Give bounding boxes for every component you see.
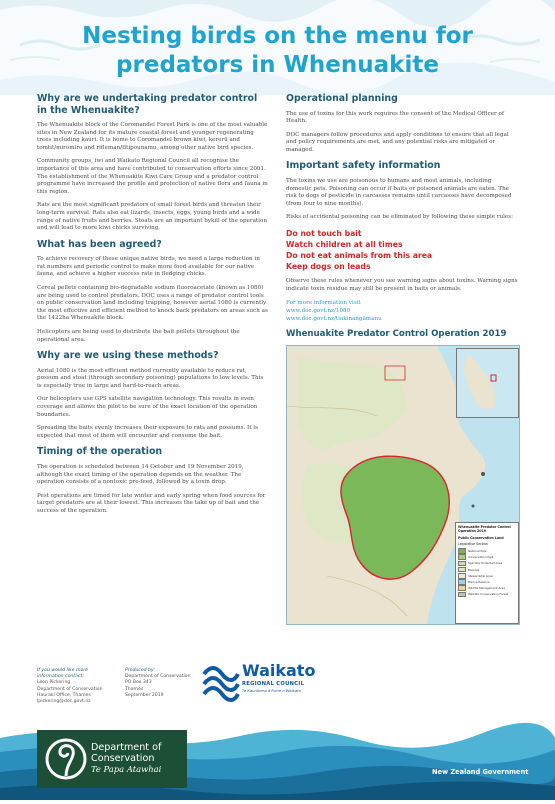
- left-column: [37, 93, 269, 521]
- legend-item: Waikato Conservation Forest: [456, 591, 518, 597]
- doc-line-2: Conservation: [91, 753, 155, 764]
- paragraph: Cereal pellets containing bio-degradable sodium fluoroacetate (known as 1080) are being used to control predators. DOC uses a range of predator control tools on public conservation land including trapping, however aerial 1080 is currently the most effective and efficient method to knock back predators on areas such as the 1422ha Whenuakite block.: [37, 285, 268, 322]
- contact-intro: information contact:: [37, 674, 84, 680]
- waikato-sub: REGIONAL COUNCIL: [242, 681, 305, 687]
- legend-swatch: [458, 592, 466, 598]
- link-tiakinanga-manu[interactable]: www.doc.govt.nz/tiakinangāmanu: [286, 316, 382, 323]
- safety-rules: [286, 228, 518, 272]
- contact-email[interactable]: lpickering@doc.govt.nz: [37, 699, 91, 705]
- safety-rule: Watch children at all times: [286, 239, 403, 249]
- legend-swatch: [458, 579, 466, 585]
- map-title: Whenuakite Predator Control Operation 2019: [286, 329, 507, 340]
- paragraph: Pest operations are timed for late winter and early spring when food sources for target predators are at their lowest. This increases the take up of bait and the success of the operation.: [37, 492, 266, 514]
- right-column: [286, 93, 518, 625]
- paragraph: Risks of accidental poisoning can be eliminated by following these simple rules:: [286, 214, 513, 221]
- legend-section: Legislative Section: [458, 541, 488, 546]
- doc-logo: [37, 730, 187, 788]
- map-inset: [456, 348, 519, 418]
- safety-rule: Do not eat animals from this area: [286, 250, 433, 260]
- map-legend: [455, 522, 519, 624]
- paragraph: The toxins we use are poisonous to humans and most animals, including domestic pets. Poisoning can occur if baits or poisoned animals are eaten. The risk to dogs of pesticide in carcasses remains until carcasses have decomposed (from four to nine months).: [286, 177, 512, 207]
- legend-swatch: [458, 573, 466, 579]
- doc-wordmark: [91, 742, 161, 775]
- legend-subtitle: Public Conservation Land: [458, 535, 504, 540]
- contact-org: Department of Conservation: [37, 686, 103, 692]
- paragraph: Observe these rules whenever you see warning signs about toxins. Warning signs indicate toxin residue may still be present in baits or animals.: [286, 277, 518, 292]
- heading-timing: Timing of the operation: [37, 446, 163, 458]
- legend-title: Whenuakite Predator Control Operation 2019: [458, 525, 511, 534]
- more-info-links: [286, 299, 518, 323]
- produced-town: Thames: [125, 686, 144, 692]
- paragraph: To achieve recovery of these unique native birds, we need a large reduction in rat numbers and periodic control to make more food available for our native fauna, and achieve a higher success rate in fledging chicks.: [37, 256, 260, 278]
- links-heading: For more information visit: [286, 300, 361, 307]
- legend-item: Stewardship Area: [456, 573, 518, 579]
- legend-item: Specially Protected Area: [456, 560, 518, 566]
- heading-what-agreed: What has been agreed?: [37, 238, 162, 250]
- paragraph: Rats are the most significant predators of small forest birds and threaten their long-term survival. Rats also eat lizards, insects, eggs, young birds and a wide range of native fruits and berries. Stoats are an important bykill of the operation and will lead to more kiwi chicks surviving.: [37, 202, 267, 232]
- produced-date: September 2019: [125, 692, 164, 698]
- produced-heading: Produced by:: [125, 668, 156, 673]
- koru-icon: [43, 736, 89, 782]
- legend-swatch: [458, 561, 466, 567]
- legend-swatch: [458, 585, 466, 591]
- link-1080[interactable]: www.doc.govt.nz/1080: [286, 308, 351, 315]
- paragraph: The operation is scheduled between 14 October and 19 November 2019, although the exact timing of the operation depends on the weather. The operation consists of a nontoxic pre-feed, followed by a toxin drop.: [37, 463, 244, 486]
- heading-why-methods: Why are we using these methods?: [37, 350, 219, 362]
- produced-block: [125, 668, 191, 699]
- paragraph: DOC managers follow procedures and apply conditions to ensure that all legal and policy requirements are met, and any potential risks are mitigated or managed.: [286, 131, 509, 153]
- contact-intro: If you would like more: [37, 668, 88, 673]
- heading-operational-planning: Operational planning: [286, 93, 398, 104]
- paragraph: Our helicopters use GPS satellite navigation technology. This results in even coverage and allows the pilot to be sure of the exact location of the operation boundaries.: [37, 396, 258, 418]
- legend-swatch: [458, 567, 466, 573]
- legend-item: National Park: [456, 548, 518, 554]
- paragraph: Spreading the baits evenly increases their exposure to rats and possums. It is expected that most of them will encounter and consume the bait.: [37, 425, 258, 439]
- title-line-1: Nesting birds on the menu for: [82, 23, 473, 49]
- safety-rule: Keep dogs on leads: [286, 261, 371, 271]
- legend-item: Conservation Park: [456, 554, 518, 560]
- nz-government-logo: New Zealand Government: [432, 768, 529, 776]
- safety-rule: Do not touch bait: [286, 228, 362, 238]
- heading-why-undertaking: Why are we undertaking predator control in the Whenuakite?: [37, 93, 258, 116]
- inset-graphic: [457, 349, 518, 417]
- heading-safety: Important safety information: [286, 160, 441, 172]
- contact-block: [37, 668, 103, 705]
- operation-map: [286, 345, 520, 625]
- legend-item: Marine Reserve: [456, 579, 518, 585]
- title-line-2: predators in Whenuakite: [116, 52, 439, 78]
- waikato-maori: Te Kaunihera ā Rohe o Waikato: [242, 688, 302, 693]
- produced-box: PO Box 343: [125, 680, 152, 686]
- legend-swatch: [458, 548, 466, 554]
- waikato-name: Waikato: [242, 661, 316, 680]
- waikato-wave-icon: [202, 664, 240, 704]
- paragraph: Helicopters are being used to distribute the bait pellets throughout the operational area.: [37, 328, 240, 343]
- page-title: [0, 22, 555, 80]
- paragraph: Community groups, iwi and Waikato Regional Council all recognise the importance of this area and have contributed to conservation efforts since 2001. The establishment of the Whenuakite Kiwi Care Group and a predator control programme have increased the profile and protection of native flora and fauna in this region.: [37, 158, 268, 195]
- paragraph: The use of toxins for this work requires the consent of the Medical Officer of Health.: [286, 110, 504, 125]
- paragraph: Aerial 1080 is the most efficient method currently available to reduce rat, possum and stoat (through secondary poisoning) populations to low levels. This is especially true in large and hard-to-reach areas.: [37, 367, 264, 389]
- legend-item: Wildlife Management Area: [456, 585, 518, 591]
- legend-item: Reserve: [456, 567, 518, 573]
- legend-swatch: [458, 554, 466, 560]
- contact-office: Hauraki Office, Thames: [37, 692, 91, 698]
- contact-name: Leon Pickering: [37, 680, 71, 686]
- paragraph: The Whenuakite block of the Coromandel Forest Park is one of the most valuable sites in New Zealand for its mature coastal forest and younger regenerating trees including kauri. It is home to Coromandel brown kiwi, kererū and tomtit/miromiro and rifleman/tītipounamu, among other native bird species.: [37, 122, 268, 151]
- doc-maori: Te Papa Atawhai: [91, 764, 162, 774]
- produced-org: Department of Conservation: [125, 674, 191, 680]
- doc-line-1: Department of: [91, 742, 162, 753]
